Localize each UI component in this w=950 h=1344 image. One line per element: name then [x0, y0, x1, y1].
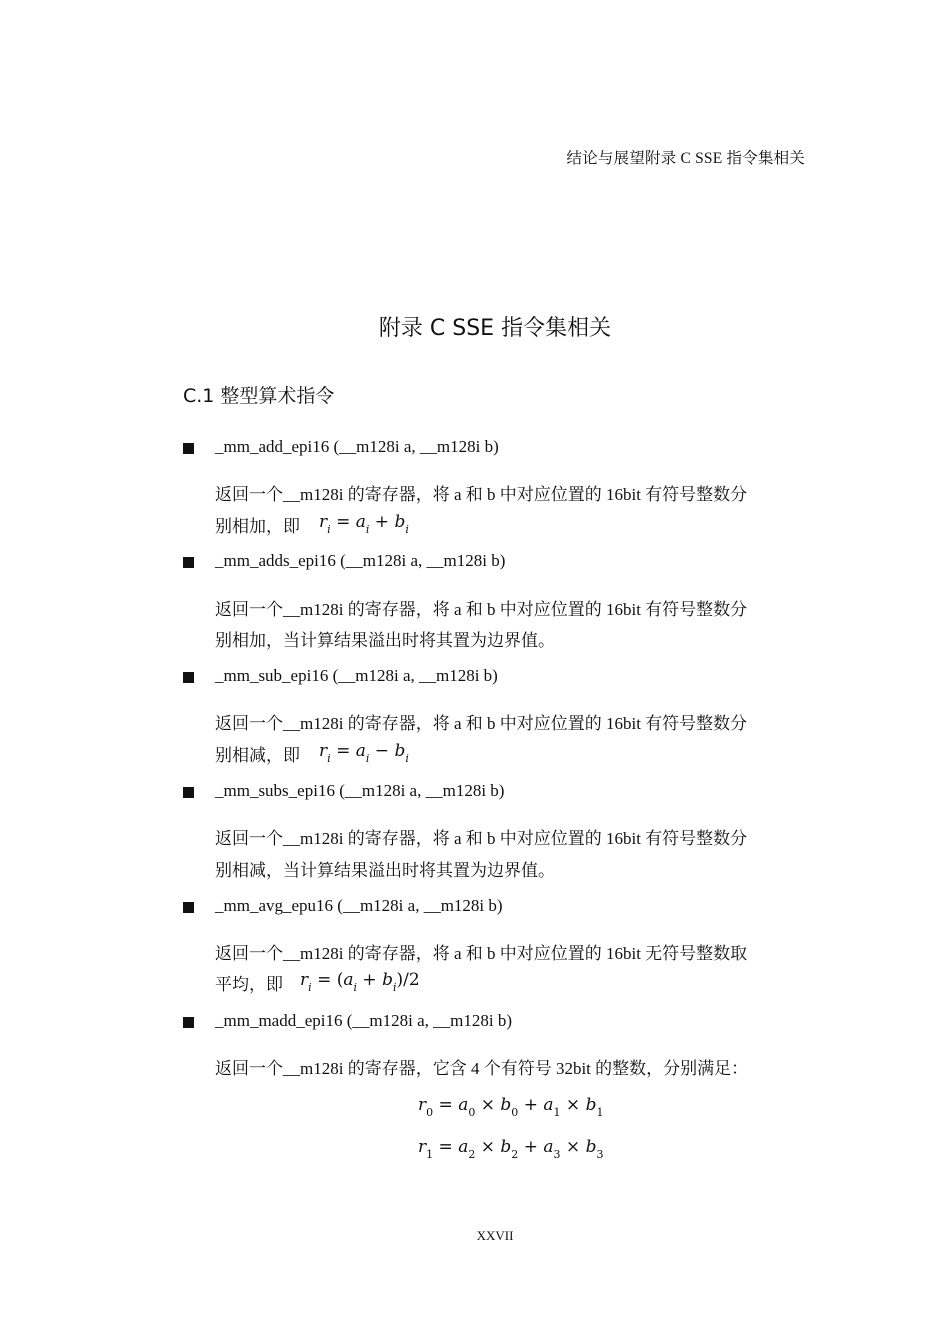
formula-sub: $r_i = a_i - b_i$ [319, 741, 409, 765]
function-signature: _mm_avg_epu16 (__m128i a, __m128i b) [215, 896, 503, 915]
running-header: 结论与展望附录 C SSE 指令集相关 [566, 150, 805, 167]
page-number: XXVII [476, 1228, 514, 1243]
function-signature: _mm_madd_epi16 (__m128i a, __m128i b) [215, 1011, 512, 1030]
description-line: 返回一个__m128i 的寄存器，将 a 和 b 中对应位置的 16bit 有符号整数分 [215, 600, 748, 619]
bullet-square-icon [183, 1017, 194, 1028]
formula-avg: $r_i = (a_i + b_i)/2$ [300, 970, 420, 994]
description-line: 别相加，当计算结果溢出时将其置为边界值。 [215, 631, 555, 650]
description-line: 别相加，即 [215, 517, 300, 536]
page-title: 附录 C SSE 指令集相关 [378, 316, 612, 341]
description-line: 别相减，当计算结果溢出时将其置为边界值。 [215, 861, 555, 880]
function-signature: _mm_add_epi16 (__m128i a, __m128i b) [215, 437, 499, 456]
function-signature: _mm_sub_epi16 (__m128i a, __m128i b) [215, 666, 498, 685]
description-line: 别相减，即 [215, 746, 300, 765]
description-line: 返回一个__m128i 的寄存器，将 a 和 b 中对应位置的 16bit 有符号整数分 [215, 485, 748, 504]
description-line: 返回一个__m128i 的寄存器，它含 4 个有符号 32bit 的整数，分别满足： [215, 1059, 749, 1078]
description-line: 返回一个__m128i 的寄存器，将 a 和 b 中对应位置的 16bit 有符号整数分 [215, 829, 748, 848]
description-line: 返回一个__m128i 的寄存器，将 a 和 b 中对应位置的 16bit 有符号整数分 [215, 714, 748, 733]
bullet-square-icon [183, 902, 194, 913]
section-heading: C.1 整型算术指令 [183, 385, 335, 407]
function-signature: _mm_adds_epi16 (__m128i a, __m128i b) [215, 551, 506, 570]
bullet-square-icon [183, 557, 194, 568]
bullet-square-icon [183, 443, 194, 454]
description-line: 返回一个__m128i 的寄存器，将 a 和 b 中对应位置的 16bit 无符号整数取 [215, 944, 748, 963]
description-line: 平均，即 [215, 975, 283, 994]
formula-add: $r_i = a_i + b_i$ [319, 512, 409, 536]
formula-madd-r1: $r_1 = a_2 \times b_2 + a_3 \times b_3$ [418, 1137, 604, 1161]
bullet-square-icon [183, 787, 194, 798]
function-signature: _mm_subs_epi16 (__m128i a, __m128i b) [215, 781, 505, 800]
bullet-square-icon [183, 672, 194, 683]
formula-madd-r0: $r_0 = a_0 \times b_0 + a_1 \times b_1$ [418, 1095, 604, 1119]
